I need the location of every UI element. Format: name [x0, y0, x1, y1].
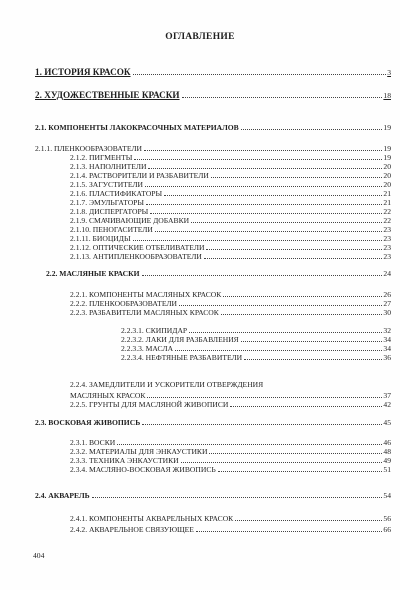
dot-leader: [145, 186, 382, 187]
dot-leader: [211, 177, 383, 178]
toc-entry-2-1-3: [70, 162, 391, 171]
dot-leader: [133, 240, 383, 241]
toc-entry-title: 2.3. ВОСКОВАЯ ЖИВОПИСЬ: [35, 418, 141, 427]
toc-entry-2-2-2: [70, 299, 391, 308]
toc-entry-title: 2.4.1. КОМПОНЕНТЫ АКВАРЕЛЬНЫХ КРАСОК: [70, 514, 234, 523]
toc-entry-2-2-4-line1: 2.2.4. ЗАМЕДЛИТЕЛИ И УСКОРИТЕЛИ ОТВЕРЖДЕНИЯ: [70, 380, 264, 389]
toc-entry-1: [35, 68, 391, 77]
toc-entry-page: 36: [383, 353, 391, 362]
dot-leader: [223, 296, 382, 297]
toc-entry-page: 49: [383, 456, 391, 465]
toc-entry-page: 3: [387, 68, 391, 77]
toc-entry-2-1-7: [70, 198, 391, 207]
toc-entry-page: 27: [383, 299, 391, 308]
toc-entry-title: 2.1.3. НАПОЛНИТЕЛИ: [70, 162, 147, 171]
toc-entry-title: 2.4. АКВАРЕЛЬ: [35, 491, 90, 500]
dot-leader: [191, 222, 382, 223]
toc-entry-title: 2.2.1. КОМПОНЕНТЫ МАСЛЯНЫХ КРАСОК: [70, 290, 222, 299]
dot-leader: [148, 168, 382, 169]
toc-entry-2-1-6: [70, 189, 391, 198]
toc-entry-2-2-3: [70, 308, 391, 317]
toc-entry-2-1-9: [70, 216, 391, 225]
toc-entry-title: 2.1.13. АНТИПЛЕНКООБРАЗОВАТЕЛИ: [70, 252, 202, 261]
toc-entry-title: 2.1.11. БИОЦИДЫ: [70, 234, 131, 243]
toc-entry-page: 18: [383, 91, 391, 100]
toc-entry-page: 23: [383, 225, 391, 234]
toc-entry-page: 46: [383, 438, 391, 447]
dot-leader: [142, 275, 383, 276]
toc-entry-title: 2.1.6. ПЛАСТИФИКАТОРЫ: [70, 189, 163, 198]
dot-leader: [175, 350, 382, 351]
toc-entry-page: 34: [383, 344, 391, 353]
toc-entry-title: 2.2.3.3. МАСЛА: [121, 344, 174, 353]
toc-entry-page: 45: [383, 418, 391, 427]
toc-entry-2-1-2: [70, 153, 391, 162]
toc-entry-2-2-5: [70, 400, 391, 409]
toc-entry-title: 2.3.3. ТЕХНИКА ЭНКАУСТИКИ: [70, 456, 179, 465]
toc-entry-title: 2.1.8. ДИСПЕРГАТОРЫ: [70, 207, 149, 216]
toc-entry-title: 2.1.5. ЗАГУСТИТЕЛИ: [70, 180, 144, 189]
toc-entry-2-1-10: [70, 225, 391, 234]
dot-leader: [146, 204, 382, 205]
dot-leader: [196, 531, 382, 532]
toc-entry-page: 19: [383, 144, 391, 153]
toc-entry-2-4-1: [70, 514, 391, 523]
dot-leader: [142, 424, 382, 425]
toc-entry-2-2-4: [70, 391, 391, 400]
toc-entry-2-1-8: [70, 207, 391, 216]
toc-entry-page: 19: [383, 123, 391, 132]
toc-entry-page: 22: [383, 207, 391, 216]
dot-leader: [241, 341, 383, 342]
toc-entry-page: 48: [383, 447, 391, 456]
dot-leader: [209, 453, 382, 454]
toc-entry-2: [35, 91, 391, 100]
toc-entry-page: 42: [383, 400, 391, 409]
toc-entry-title: 2.1.4. РАСТВОРИТЕЛИ И РАЗБАВИТЕЛИ: [70, 171, 209, 180]
toc-entry-page: 30: [383, 308, 391, 317]
toc-entry-page: 22: [383, 216, 391, 225]
dot-leader: [189, 332, 382, 333]
toc-entry-page: 20: [383, 180, 391, 189]
toc-entry-2-1-1: [35, 144, 391, 153]
toc-heading: ОГЛАВЛЕНИЕ: [165, 32, 235, 42]
toc-entry-page: 23: [383, 243, 391, 252]
toc-entry-title: 2.2.3.2. ЛАКИ ДЛЯ РАЗБАВЛЕНИЯ: [121, 335, 239, 344]
toc-entry-page: 21: [383, 198, 391, 207]
toc-entry-title: 2.1.12. ОПТИЧЕСКИЕ ОТБЕЛИВАТЕЛИ: [70, 243, 205, 252]
toc-entry-title: 2.1.7. ЭМУЛЬГАТОРЫ: [70, 198, 145, 207]
toc-entry-2-1-11: [70, 234, 391, 243]
toc-entry-title: 2.2. МАСЛЯНЫЕ КРАСКИ: [46, 269, 140, 278]
toc-entry-title: 2.3.1. ВОСКИ: [70, 438, 116, 447]
toc-entry-page: 23: [383, 252, 391, 261]
toc-entry-page: 20: [383, 162, 391, 171]
toc-entry-title: 2.1.9. СМАЧИВАЮЩИЕ ДОБАВКИ: [70, 216, 190, 225]
dot-leader: [244, 359, 382, 360]
dot-leader: [206, 249, 382, 250]
toc-entry-title: 2.2.3.1. СКИПИДАР: [121, 326, 188, 335]
toc-entry-title: 2.2.2. ПЛЕНКООБРАЗОВАТЕЛИ: [70, 299, 177, 308]
toc-entry-2-4-2: [70, 525, 391, 534]
toc-entry-2-1-5: [70, 180, 391, 189]
toc-entry-2-2-3-2: [121, 335, 391, 344]
dot-leader: [204, 258, 383, 259]
toc-entry-title: 2.2.3. РАЗБАВИТЕЛИ МАСЛЯНЫХ КРАСОК: [70, 308, 219, 317]
toc-entry-page: 24: [383, 269, 391, 278]
toc-entry-page: 66: [383, 525, 391, 534]
dot-leader: [92, 497, 383, 498]
toc-entry-2-2-3-4: [121, 353, 391, 362]
toc-entry-title: 2.4.2. АКВАРЕЛЬНОЕ СВЯЗУЮЩЕЕ: [70, 525, 194, 534]
dot-leader: [182, 97, 383, 98]
toc-entry-page: 54: [383, 491, 391, 500]
dot-leader: [164, 195, 382, 196]
dot-leader: [147, 397, 382, 398]
toc-entry-2-3-1: [70, 438, 391, 447]
toc-entry-2-1: [35, 123, 391, 132]
toc-entry-2-1-4: [70, 171, 391, 180]
dot-leader: [241, 129, 383, 130]
toc-entry-2-1-13: [70, 252, 391, 261]
dot-leader: [221, 314, 383, 315]
dot-leader: [150, 213, 382, 214]
toc-entry-2-3-3: [70, 456, 391, 465]
toc-entry-title: 2.1. КОМПОНЕНТЫ ЛАКОКРАСОЧНЫХ МАТЕРИАЛОВ: [35, 123, 239, 132]
toc-entry-page: 51: [383, 465, 391, 474]
toc-entry-title: 2.1.1. ПЛЕНКООБРАЗОВАТЕЛИ: [35, 144, 142, 153]
toc-entry-title: МАСЛЯНЫХ КРАСОК: [70, 391, 146, 400]
dot-leader: [218, 471, 383, 472]
toc-entry-title: 2.3.2. МАТЕРИАЛЫ ДЛЯ ЭНКАУСТИКИ: [70, 447, 208, 456]
toc-entry-title: 2.2.3.4. НЕФТЯНЫЕ РАЗБАВИТЕЛИ: [121, 353, 243, 362]
dot-leader: [117, 444, 382, 445]
toc-entry-title: 2.1.2. ПИГМЕНТЫ: [70, 153, 133, 162]
page-number: 404: [33, 551, 45, 560]
toc-entry-2-2-3-1: [121, 326, 391, 335]
toc-entry-page: 34: [383, 335, 391, 344]
toc-entry-2-2-3-3: [121, 344, 391, 353]
dot-leader: [230, 406, 382, 407]
toc-entry-title: 2.2.5. ГРУНТЫ ДЛЯ МАСЛЯНОЙ ЖИВОПИСИ: [70, 400, 229, 409]
toc-entry-page: 37: [383, 391, 391, 400]
toc-entry-2-2: [46, 269, 391, 278]
toc-entry-2-3-2: [70, 447, 391, 456]
dot-leader: [181, 462, 383, 463]
toc-entry-2-2-1: [70, 290, 391, 299]
toc-entry-page: 56: [383, 514, 391, 523]
dot-leader: [235, 520, 382, 521]
dot-leader: [155, 231, 383, 232]
toc-entry-title: 2. ХУДОЖЕСТВЕННЫЕ КРАСКИ: [35, 90, 180, 100]
toc-entry-page: 20: [383, 171, 391, 180]
dot-leader: [144, 150, 382, 151]
toc-entry-2-4: [35, 491, 391, 500]
toc-entry-title: 2.3.4. МАСЛЯНО-ВОСКОВАЯ ЖИВОПИСЬ: [70, 465, 216, 474]
dot-leader: [134, 159, 382, 160]
toc-entry-2-1-12: [70, 243, 391, 252]
toc-entry-title: 2.1.10. ПЕНОГАСИТЕЛИ: [70, 225, 153, 234]
toc-entry-2-3: [35, 418, 391, 427]
toc-entry-page: 32: [383, 326, 391, 335]
toc-entry-2-3-4: [70, 465, 391, 474]
toc-entry-page: 26: [383, 290, 391, 299]
toc-entry-title: 1. ИСТОРИЯ КРАСОК: [35, 67, 131, 77]
toc-entry-page: 23: [383, 234, 391, 243]
dot-leader: [133, 74, 387, 75]
toc-entry-page: 19: [383, 153, 391, 162]
toc-entry-page: 21: [383, 189, 391, 198]
dot-leader: [179, 305, 382, 306]
